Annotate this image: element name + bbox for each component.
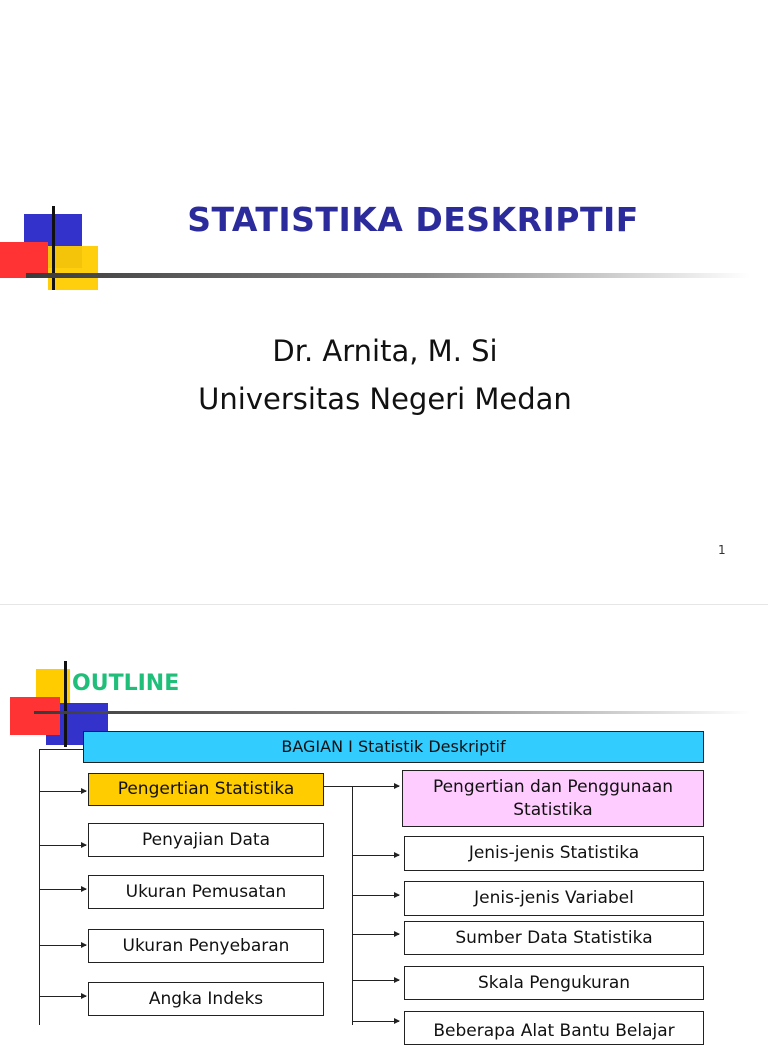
arrow (40, 889, 86, 890)
arrow (353, 786, 399, 787)
arrow (353, 855, 399, 856)
author-name: Dr. Arnita, M. Si (272, 334, 498, 368)
left-connector-top (39, 749, 83, 750)
institution-name: Universitas Negeri Medan (198, 382, 572, 416)
outline-item-angka-indeks: Angka Indeks (88, 982, 324, 1016)
outline-subitem-alat-bantu-belajar: Beberapa Alat Bantu Belajar (404, 1011, 704, 1045)
arrow (40, 791, 86, 792)
arrow (353, 980, 399, 981)
slide-number: 1 (718, 543, 726, 557)
arrow (40, 945, 86, 946)
title-underline-rule (26, 273, 750, 278)
right-connector-line (352, 786, 353, 1025)
outline-subitem-pengertian-penggunaan: Pengertian dan Penggunaan Statistika (402, 770, 704, 827)
outline-subitem-sumber-data: Sumber Data Statistika (404, 921, 704, 955)
outline-item-penyajian-data: Penyajian Data (88, 823, 324, 857)
outline-subitem-jenis-variabel: Jenis-jenis Variabel (404, 881, 704, 916)
arrow (353, 895, 399, 896)
arrow (40, 845, 86, 846)
outline-slide (0, 604, 768, 1041)
arrow (40, 996, 86, 997)
outline-subitem-jenis-statistika: Jenis-jenis Statistika (404, 836, 704, 871)
section-header-box: BAGIAN I Statistik Deskriptif (83, 731, 704, 763)
slide-title: STATISTIKA DESKRIPTIF (187, 200, 639, 239)
outline-subitem-skala-pengukuran: Skala Pengukuran (404, 966, 704, 1000)
outline-item-ukuran-penyebaran: Ukuran Penyebaran (88, 929, 324, 963)
outline-item-ukuran-pemusatan: Ukuran Pemusatan (88, 875, 324, 909)
outline-item-pengertian-statistika: Pengertian Statistika (88, 773, 324, 806)
title-underline-rule (34, 711, 750, 714)
right-connector-top (324, 786, 353, 787)
outline-title: OUTLINE (72, 671, 180, 696)
arrow (353, 934, 399, 935)
arrow (353, 1021, 399, 1022)
